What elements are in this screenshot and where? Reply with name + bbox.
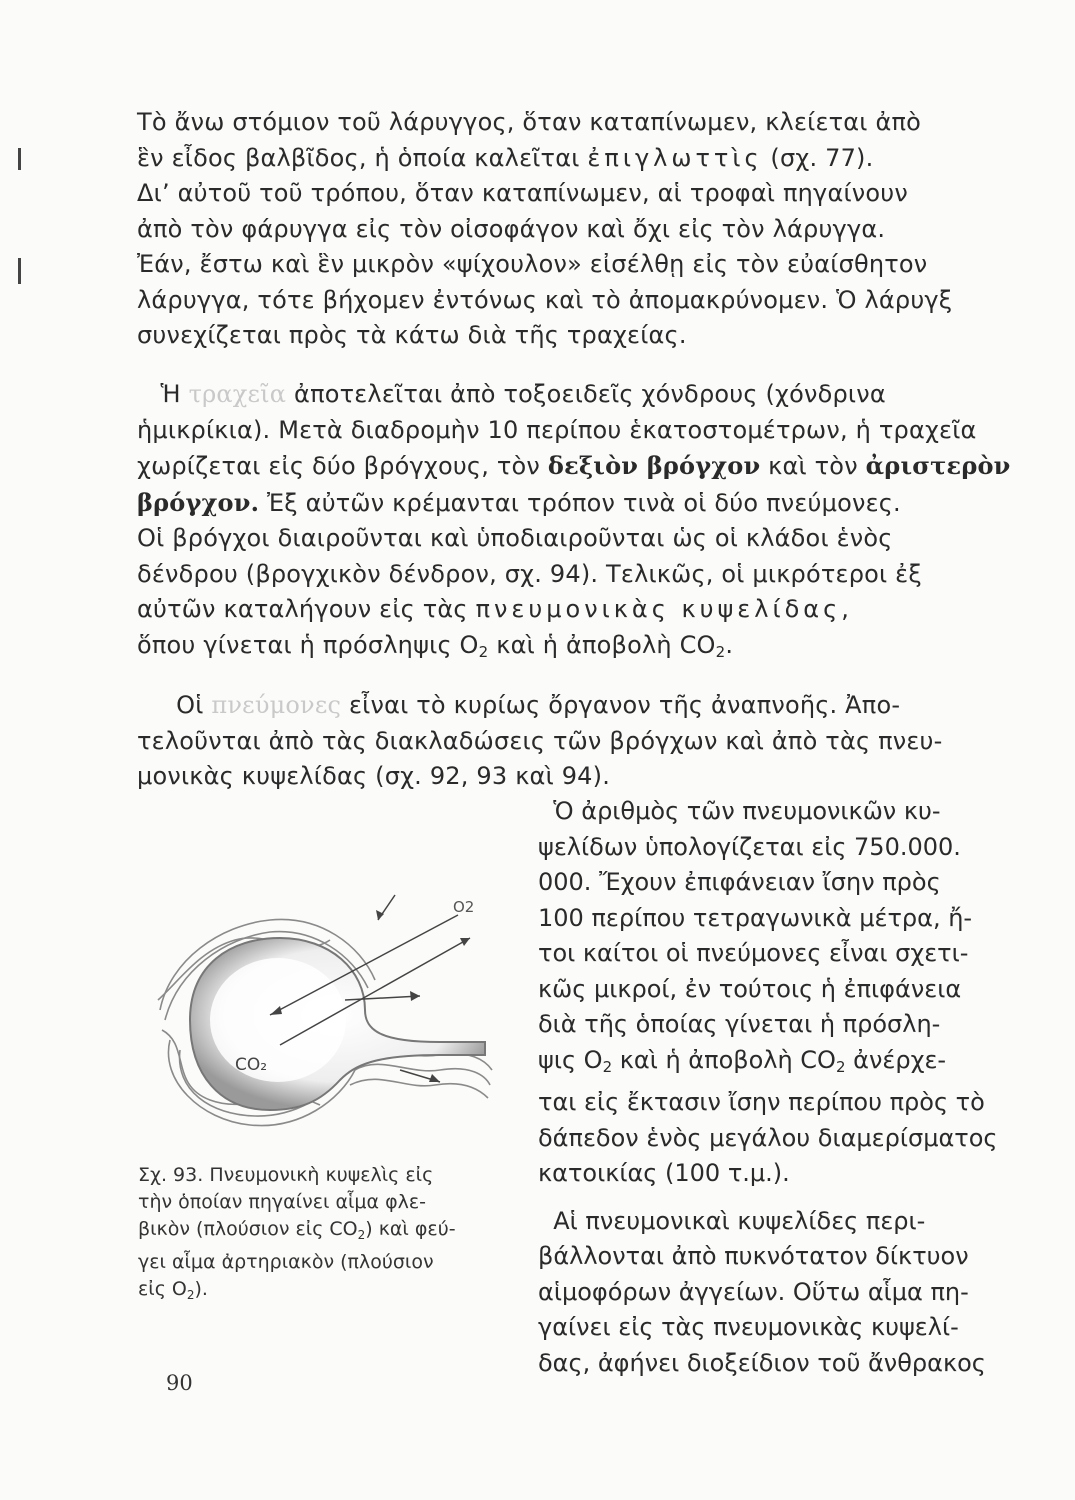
text-line: βρόγχον. Ἐξ αὐτῶν κρέμανται τρόπον τινὰ οἱ δύο πνεύμονες. bbox=[137, 487, 901, 517]
paragraph-gap bbox=[538, 1192, 988, 1204]
caption-line: βικὸν (πλούσιον εἰς $CO_2$) καὶ φεύ- bbox=[138, 1218, 456, 1242]
text-line: ἀπὸ τὸν φάρυγγα εἰς τὸν οἰσοφάγον καὶ ὄχι εἰς τὸν λάρυγγα. bbox=[137, 214, 886, 243]
term-epiglottis: ἐπιγλωττὶς bbox=[587, 143, 763, 172]
text-line: κῶς μικροί, ἐν τούτοις ἡ ἐπιφάνεια bbox=[538, 974, 962, 1003]
right-column-text bbox=[538, 794, 998, 1381]
text-line: διὰ τῆς ὁποίας γίνεται ἡ πρόσλη- bbox=[538, 1010, 941, 1038]
text-line: αὐτῶν καταλήγουν εἰς τὰς πνευμονικὰς κυψελίδας, bbox=[137, 595, 853, 623]
figure-alveolus bbox=[140, 870, 520, 1170]
alveolus-diagram bbox=[140, 870, 520, 1170]
caption-line: γει αἷμα ἀρτηριακὸν (πλούσιον bbox=[138, 1251, 434, 1273]
text-line: 100 περίπου τετραγωνικὰ μέτρα, ἤ- bbox=[538, 903, 973, 932]
text-line: μονικὰς κυψελίδας (σχ. 92, 93 καὶ 94). bbox=[137, 762, 611, 790]
paragraph-lungs bbox=[137, 688, 987, 795]
term-bronchus: βρόγχον. bbox=[137, 487, 260, 517]
text-line: ται εἰς ἔκτασιν ἴσην περίπου πρὸς τὸ bbox=[538, 1088, 985, 1116]
text-line: λάρυγγα, τότε βήχομεν ἐντόνως καὶ τὸ ἀπομακρύνομεν. Ὁ λάρυγξ bbox=[137, 285, 953, 314]
text-line: ἡμικρίκια). Μετὰ διαδρομὴν 10 περίπου ἑκατοστομέτρων, ἡ τραχεῖα bbox=[137, 415, 977, 444]
paragraph-trachea bbox=[137, 377, 1011, 670]
text-line: ὅπου γίνεται ἡ πρόσληψις $O_2$ καὶ ἡ ἀποβολὴ $CO_2$. bbox=[137, 630, 734, 661]
text-line: 000. Ἔχουν ἐπιφάνειαν ἴσην πρὸς bbox=[538, 868, 941, 896]
term-left-bronchus: ἀριστερὸν bbox=[865, 451, 1011, 480]
binding-mark bbox=[18, 148, 21, 170]
label-o2: O2 bbox=[453, 898, 475, 916]
term-alveoli: πνευμονικὰς κυψελίδας, bbox=[475, 595, 853, 623]
text-line: αἱμοφόρων ἀγγείων. Οὕτω αἷμα πη- bbox=[538, 1277, 969, 1306]
text-line: συνεχίζεται πρὸς τὰ κάτω διὰ τῆς τραχείας. bbox=[137, 321, 687, 349]
caption-line: τὴν ὁποίαν πηγαίνει αἷμα φλε- bbox=[138, 1191, 426, 1213]
text-line: βάλλονται ἀπὸ πυκνότατον δίκτυον bbox=[538, 1242, 969, 1270]
term-trachea: τραχεῖα bbox=[188, 380, 287, 408]
text-line: κατοικίας (100 τ.μ.). bbox=[538, 1159, 790, 1187]
text-line: ψελίδων ὑπολογίζεται εἰς 750.000. bbox=[538, 832, 961, 861]
text-line: Ἐάν, ἔστω καὶ ἓν μικρὸν «ψίχουλον» εἰσέλθῃ εἰς τὸν εὐαίσθητον bbox=[137, 250, 928, 278]
text-line: ἓν εἶδος βαλβῖδος, ἡ ὁποία καλεῖται ἐπιγλωττὶς (σχ. 77). bbox=[137, 143, 874, 172]
text-line: Δι’ αὐτοῦ τοῦ τρόπου, ὅταν καταπίνωμεν, αἱ τροφαὶ πηγαίνουν bbox=[137, 179, 908, 207]
text-line: γαίνει εἰς τὰς πνευμονικὰς κυψελί- bbox=[538, 1313, 959, 1341]
caption-line: εἰς $O_2$). bbox=[138, 1278, 208, 1302]
text-line: χωρίζεται εἰς δύο βρόγχους, τὸν δεξιὸν βρόγχον καὶ τὸν ἀριστερὸν bbox=[137, 451, 1011, 480]
text-line: Οἱ βρόγχοι διαιροῦνται καὶ ὑποδιαιροῦνται ὡς οἱ κλάδοι ἑνὸς bbox=[137, 524, 893, 552]
text-line: Αἱ πνευμονικαὶ κυψελίδες περι- bbox=[553, 1206, 926, 1235]
page-number: 90 bbox=[166, 1371, 193, 1395]
text-line: δάπεδον ἑνὸς μεγάλου διαμερίσματος bbox=[538, 1123, 998, 1152]
term-lungs: πνεύμονες bbox=[211, 691, 342, 719]
caption-line: Σχ. 93. Πνευμονικὴ κυψελὶς εἰς bbox=[138, 1164, 434, 1186]
text-line: Τὸ ἄνω στόμιον τοῦ λάρυγγος, ὅταν καταπίνωμεν, κλείεται ἀπὸ bbox=[137, 108, 921, 136]
binding-mark bbox=[18, 258, 21, 284]
text-line: Ἡ τραχεῖα ἀποτελεῖται ἀπὸ τοξοειδεῖς χόνδρους (χόνδρινα bbox=[160, 380, 886, 408]
text-line: ψις $O_2$ καὶ ἡ ἀποβολὴ $CO_2$ ἀνέρχε- bbox=[538, 1045, 947, 1076]
text-line: τελοῦνται ἀπὸ τὰς διακλαδώσεις τῶν βρόγχων καὶ ἀπὸ τὰς πνευ- bbox=[137, 726, 943, 755]
text-line: δας, ἀφήνει διοξείδιον τοῦ ἄνθρακος bbox=[538, 1348, 986, 1377]
term-right-bronchus: δεξιὸν βρόγχον bbox=[547, 451, 761, 480]
text-line: Ὁ ἀριθμὸς τῶν πνευμονικῶν κυ- bbox=[553, 797, 941, 825]
figure-caption bbox=[138, 1162, 508, 1309]
text-line: Οἱ πνεύμονες εἶναι τὸ κυρίως ὄργανον τῆς ἀναπνοῆς. Ἀπο- bbox=[176, 691, 901, 719]
label-co2: CO₂ bbox=[235, 1055, 268, 1075]
text-line: δένδρου (βρογχικὸν δένδρον, σχ. 94). Τελικῶς, οἱ μικρότεροι ἐξ bbox=[137, 559, 922, 588]
text-line: τοι καίτοι οἱ πνεύμονες εἶναι σχετι- bbox=[538, 939, 969, 967]
paragraph-larynx bbox=[137, 105, 987, 354]
